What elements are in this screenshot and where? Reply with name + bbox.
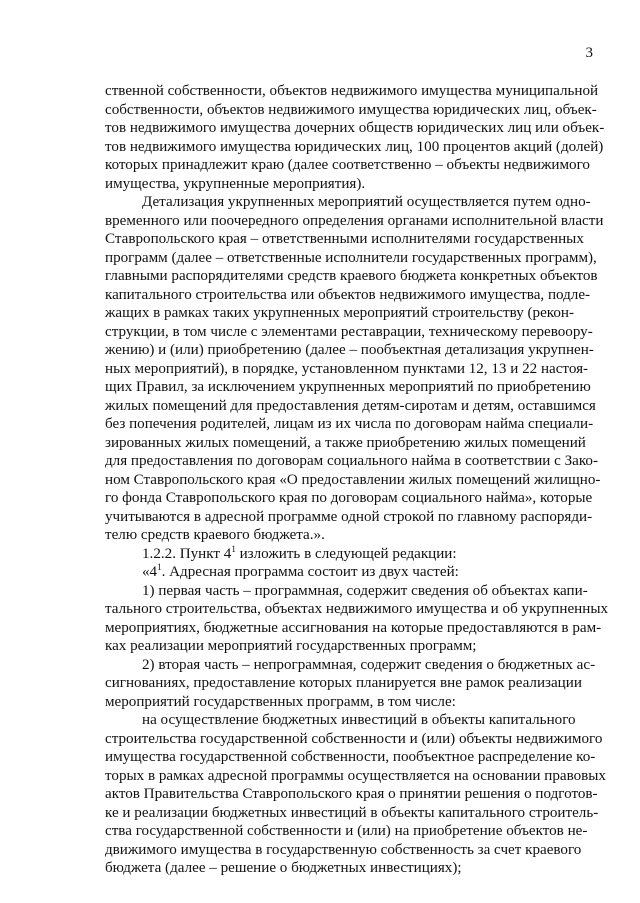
document-body <box>105 82 609 878</box>
clause-1-2-2 <box>105 545 555 564</box>
text-line: ства государственной собственности и (или) на приобретение объектов не- <box>105 823 588 839</box>
text-line: Ставропольского края – ответственными исполнителями государственных <box>105 231 584 247</box>
text-line: капитального строительства или объектов недвижимого имущества, подле- <box>105 286 591 303</box>
paragraph-part-one <box>105 582 609 656</box>
clause-text: . Адресная программа состоит из двух частей: <box>161 564 459 580</box>
text-line: ном Ставропольского края «О предоставлении жилых помещений жилищно- <box>105 471 601 488</box>
text-line: для предоставления по договорам социального найма в соответствии с Зако- <box>105 453 599 469</box>
text-line: тов недвижимого имущества юридических лиц, 100 процентов акций (долей) <box>105 138 604 155</box>
text-line: временного или поочередного определения органами исполнительной власти <box>105 212 604 229</box>
superscript: 1 <box>157 562 162 572</box>
text-line: имущества, укрупненные мероприятия). <box>105 175 366 192</box>
text-line: движимого имущества в государственную собственность за счет краевого <box>105 841 582 858</box>
text-line: программ (далее – ответственные исполнители государственных программ), <box>105 249 597 266</box>
text-line: ке и реализации бюджетных инвестиций в объекты капитального строитель- <box>105 804 599 821</box>
text-line: ственной собственности, объектов недвижимого имущества муниципальной <box>105 83 599 99</box>
text-line: 2) вторая часть – непрограммная, содержит сведения о бюджетных ас- <box>142 656 596 673</box>
text-line: щих Правил, за исключением укрупненных мероприятий по приобретению <box>105 379 591 395</box>
text-line: собственности, объектов недвижимого имущества юридических лиц, объек- <box>105 101 597 118</box>
paragraph-part-two <box>105 656 596 712</box>
paragraph-continuation <box>105 82 605 193</box>
text-line: главными распорядителями средств краевого бюджета конкретных объектов <box>105 268 598 284</box>
superscript: 1 <box>231 543 236 554</box>
text-line: тального строительства, объектах недвижимого имущества и об укрупненных <box>105 601 609 617</box>
text-line: строительства государственной собственности и (или) объекты недвижимого <box>105 730 603 747</box>
text-line: жению) и (или) приобретению (далее – пообъектная детализация укрупнен- <box>105 342 594 358</box>
page-number: 3 <box>585 45 593 61</box>
text-line: ных мероприятий), в порядке, установленном пунктами 12, 13 и 22 настоя- <box>105 360 589 377</box>
text-line: мероприятиях, бюджетные ассигнования на которые предоставляются в рам- <box>105 619 602 636</box>
text-line: которых принадлежит краю (далее соответственно – объекты недвижимого <box>105 157 590 173</box>
paragraph-investments <box>105 711 606 878</box>
clause-text: изложить в следующей редакции: <box>235 545 457 562</box>
text-line: на осуществление бюджетных инвестиций в объекты капитального <box>142 712 576 728</box>
text-line: мероприятий государственных программ, в том числе: <box>105 693 456 710</box>
text-line: сигнованиях, предоставление которых планируется вне рамок реализации <box>105 675 582 691</box>
text-line: без попечения родителей, лицам из их числа по договорам найма специали- <box>105 416 594 432</box>
text-line: тов недвижимого имущества дочерних обществ юридических лиц или объек- <box>105 120 605 136</box>
text-line: телю средств краевого бюджета.». <box>105 527 325 543</box>
paragraph-detailing <box>105 193 604 545</box>
text-line: учитываются в адресной программе одной строкой по главному распоряди- <box>105 508 593 525</box>
text-line: ках реализации мероприятий государственных программ; <box>105 638 477 654</box>
text-line: жилых помещений для предоставления детям-сиротам и детям, оставшимся <box>105 397 596 414</box>
text-line: Детализация укрупненных мероприятий осуществляется путем одно- <box>142 194 591 210</box>
text-line: бюджета (далее – решение о бюджетных инвестициях); <box>105 860 462 876</box>
text-line: жащих в рамках таких укрупненных мероприятий строительству (рекон- <box>105 305 575 321</box>
text-line: 1) первая часть – программная, содержит сведения об объектах капи- <box>142 582 588 599</box>
clause-text: 1.2.2. Пункт 4 <box>142 545 232 562</box>
clause-text: «4 <box>142 564 158 580</box>
text-line: торых в рамках адресной программы осуществляется на основании правовых <box>105 767 606 784</box>
text-line: го фонда Ставропольского края по договорам социального найма», которые <box>105 490 593 506</box>
text-line: имущества государственной собственности, пообъектное распределение ко- <box>105 749 596 765</box>
text-line: струкции, в том числе с элементами реставрации, техническому перевоору- <box>105 323 593 340</box>
clause-4-1 <box>105 563 555 582</box>
text-line: зированных жилых помещений, а также приобретению жилых помещений <box>105 434 586 451</box>
text-line: актов Правительства Ставропольского края о принятии решения о подготов- <box>105 786 598 802</box>
